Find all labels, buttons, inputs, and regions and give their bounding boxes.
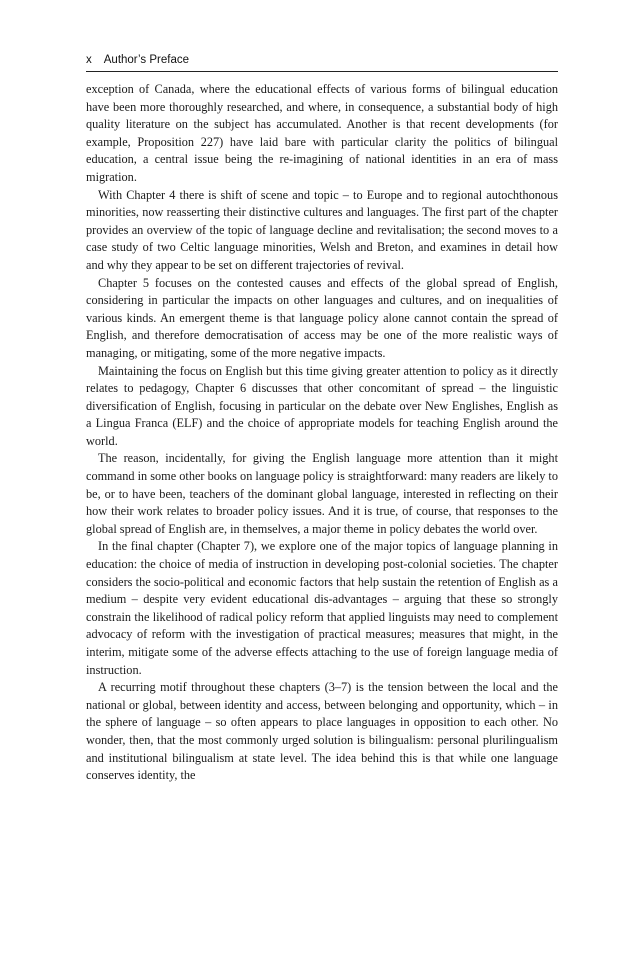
- paragraph-3: Chapter 5 focuses on the contested causes and effects of the global spread of English, considering in particular the impacts on other languages and cultures, and on inequalities of various kinds. An emergent theme is that language policy alone cannot contain the spread of English, and therefore democratisation of access may be one of the more realistic ways of managing, or mitigating, some of the more negative impacts.: [86, 275, 558, 360]
- paragraph-2: With Chapter 4 there is shift of scene and topic – to Europe and to regional autochthonous minorities, now reasserting their distinctive cultures and languages. The first part of the chapter provides an overview of the topic of language decline and revitalisation; the second moves to a case study of two Celtic language minorities, Welsh and Breton, and examines in detail how and why they appear to be set on different trajectories of revival.: [86, 187, 558, 272]
- running-header: [86, 54, 558, 72]
- paragraph-4: Maintaining the focus on English but this time giving greater attention to policy as it directly relates to pedagogy, Chapter 6 discusses that other concomitant of spread – the linguistic diversification of English, focusing in particular on the debate over New Englishes, English as a Lingua Franca (ELF) and the choice of appropriate models for teaching English around the world.: [86, 363, 558, 448]
- body-text: [86, 81, 558, 785]
- paragraph-6: In the final chapter (Chapter 7), we explore one of the major topics of language planning in education: the choice of media of instruction in developing post-colonial societies. The chapter considers the socio-political and economic factors that help sustain the retention of English as a medium – despite very evident educational dis-advantages – arguing that these so strongly constrain the likelihood of radical policy reform that applied linguists may need to complement advocacy of reform with the investigation of practical measures; measures that might, in the interim, mitigate some of the adverse effects attaching to the use of foreign language media of instruction.: [86, 539, 558, 677]
- paragraph-5: The reason, incidentally, for giving the English language more attention than it might command in some other books on language policy is straightforward: many readers are likely to be, or to have been, teachers of the dominant global language, interested in reflecting on their how their work relates to broader policy issues. And it is true, of course, that responses to the global spread of English are, in themselves, a major theme in policy debates the world over.: [86, 451, 558, 536]
- page-number: x: [86, 54, 92, 66]
- running-title: Author’s Preface: [103, 54, 189, 66]
- paragraph-7: A recurring motif throughout these chapters (3–7) is the tension between the local and the national or global, between identity and access, between belonging and opportunity, which – in the sphere of language – so often appears to place languages in opposition to each other. No wonder, then, that the most commonly urged solution is bilingualism: personal plurilingualism and institutional bilingualism at state level. The idea behind this is that while one language conserves identity, the: [86, 680, 558, 783]
- book-page: [86, 54, 558, 785]
- paragraph-1: exception of Canada, where the educational effects of various forms of bilingual education have been more thoroughly researched, and where, in consequence, a substantial body of high quality literature on the subject has accumulated. Another is that recent developments (for example, Proposition 227) have laid bare with particular clarity the politics of bilingual education, a central issue being the re-imagining of national identities in an era of mass migration.: [86, 82, 558, 184]
